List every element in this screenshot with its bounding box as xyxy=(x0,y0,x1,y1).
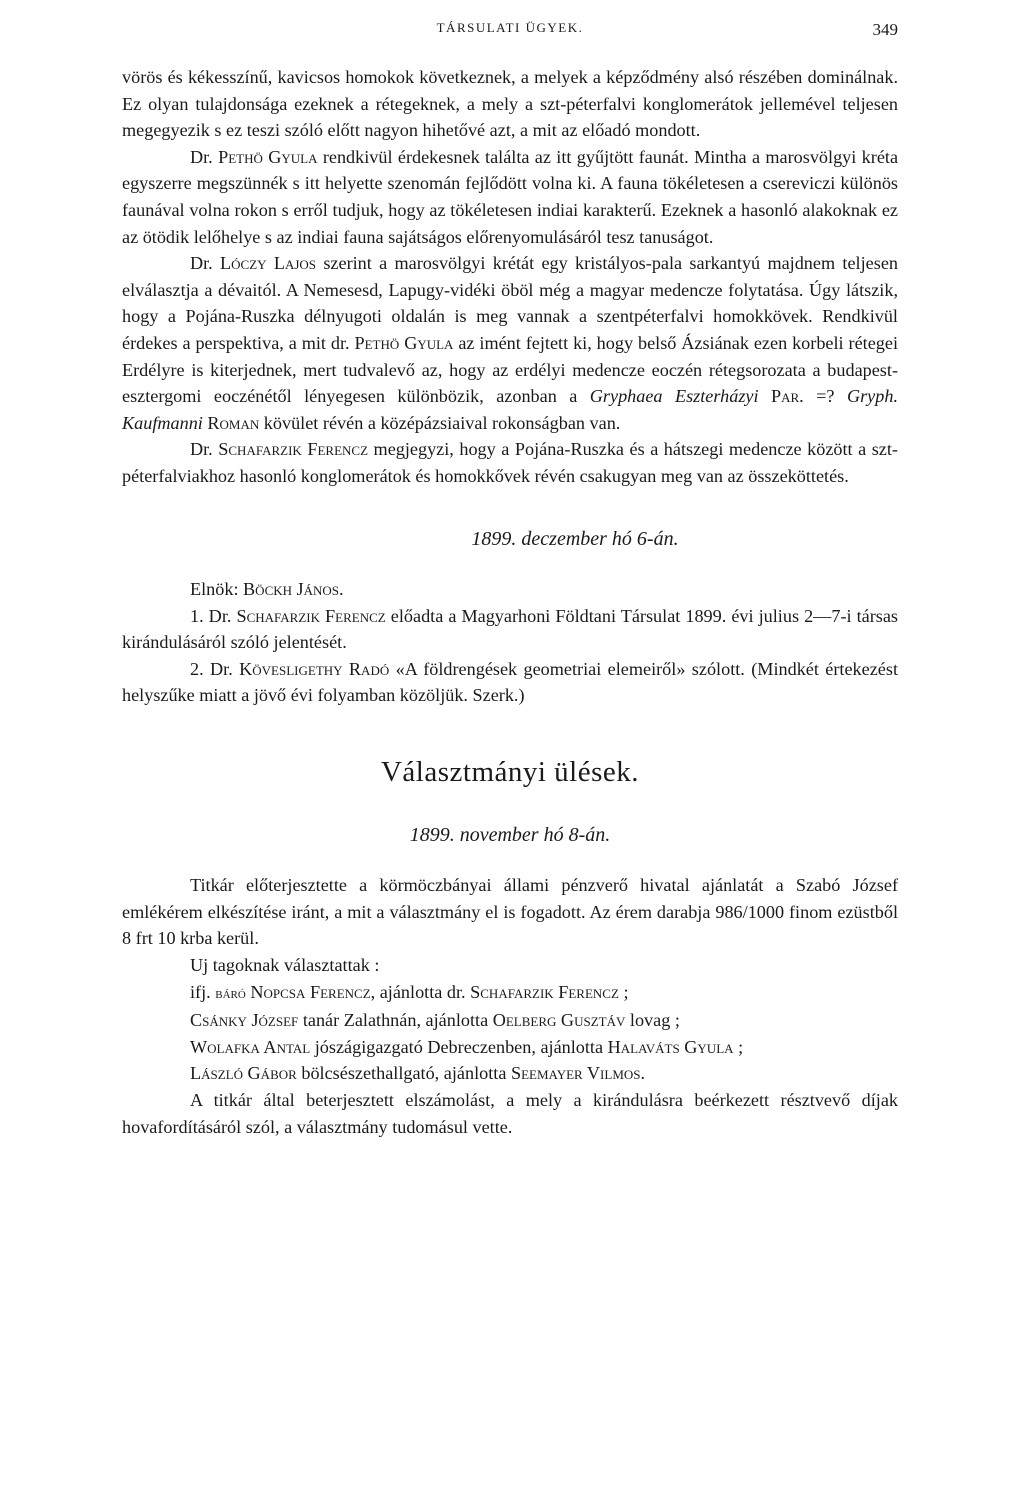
paragraph-continuation: vörös és kékesszínű, kavicsos homokok következnek, a melyek a képződmény alsó részében dominálnak. Ez olyan tulajdonsága ezeknek a rétegeknek, a mely a szt-péterfalvi konglomerátok jellemével teljesen megegyezik s ez teszi szóló előtt nagyon hihetővé azt, a mit az előadó mondott. xyxy=(122,67,898,141)
agenda-item-1: 1. Dr. Schafarzik Ferencz előadta a Magyarhoni Földtani Társulat 1899. évi julius 2—7-i társas kirándulásáról szóló jelentését. xyxy=(122,605,899,653)
meeting-date-december: 1899. deczember hó 6-án. xyxy=(471,527,679,550)
new-member-3: Wolafka Antal jószágigazgató Debreczenben, ajánlotta Halaváts Gyula ; xyxy=(190,1036,744,1057)
noble-title: báró xyxy=(215,985,246,1002)
recommender-name: Halaváts Gyula xyxy=(607,1036,734,1057)
person-name: Schafarzik Ferencz xyxy=(218,439,369,460)
paragraph-petho: Dr. Pethö Gyula rendkivül érdekesnek találta az itt gyűjtött faunát. Mintha a marosvölgyi kréta egyszerre megszünnék s itt helyette szenomán fejlődött volna ki. A fauna tökéletesen a csereviczi különös faunával volna rokon s erről tudjuk, hogy az tökéletesen indiai karakterű. Ezeknek a hasonló alakoknak ez az ötödik lelőhelye s az indiai fauna sajátságos előrenyomulásáról tesz tanuságot. xyxy=(122,146,899,247)
member-name: Csánky József xyxy=(190,1010,299,1031)
running-title: TÁRSULATI ÜGYEK. xyxy=(436,20,584,35)
recommender-name: Oelberg Gusztáv xyxy=(492,1010,626,1031)
new-member-1: ifj. báró Nopcsa Ferencz, ajánlotta dr. Schafarzik Ferencz ; xyxy=(190,981,629,1002)
member-name: Wolafka Antal xyxy=(190,1036,311,1057)
agenda-item-2: 2. Dr. Kövesligethy Radó «A földrengések geometriai elemeiről» szólott. (Mindkét értekezést helyszűke miatt a jövő évi folyamban közöljük. Szerk.) xyxy=(122,658,898,706)
paragraph-loczy: Dr. Lóczy Lajos szerint a marosvölgyi krétát egy kristályos-pala sarkantyú majdnem teljesen elválasztja a dévaitól. A Nemesesd, Lapugy-vidéki öböl még a magyar medencze folytatása. Úgy látszik, hogy a Pojána-Ruszka délnyugoti oldalán is meg vannak a szentpéterfalvi homokkövek. Rendkivül érdekes a perspektiva, a mit dr. Pethö Gyula az imént fejtett ki, hogy belső Ázsiának ezen korbeli rétegei Erdélyre is kiterjednek, mert tudvalevő az, hogy az erdélyi medencze eoczén rétegsorozata a budapest-esztergomi eoczénétől lényegesen különbözik, azonban a Gryphaea Eszterházyi Par. =? Gryph. Kaufmanni Roman kövület révén a középázsiaival rokonságban van. xyxy=(122,253,898,433)
person-name: Pethö Gyula xyxy=(354,332,454,353)
species-author: Roman xyxy=(202,412,260,433)
member-name: László Gábor xyxy=(190,1063,297,1084)
meeting-date-november: 1899. november hó 8-án. xyxy=(409,823,611,846)
new-member-4: László Gábor bölcsészethallgató, ajánlotta Seemayer Vilmos. xyxy=(190,1063,646,1084)
species-name: Gryphaea Eszterházyi xyxy=(589,386,759,407)
person-name: Kövesligethy Radó xyxy=(239,658,390,679)
section-title: Választmányi ülések. xyxy=(380,756,640,789)
running-head xyxy=(122,20,898,44)
new-members-label: Uj tagoknak választattak : xyxy=(190,955,380,976)
recommender-name: Seemayer Vilmos xyxy=(510,1063,641,1084)
chair-name: Böckh János. xyxy=(243,579,344,600)
person-name: Lóczy Lajos xyxy=(220,253,317,274)
page-body xyxy=(122,64,898,1140)
species-author: Par. xyxy=(758,386,804,407)
meeting-chair: Elnök: Böckh János. xyxy=(190,579,344,600)
species-name: Gryph. Kaufmanni xyxy=(122,386,898,433)
recommender-name: Schafarzik Ferencz xyxy=(470,981,619,1002)
person-name: Schafarzik Ferencz xyxy=(236,605,386,626)
paragraph-medal: Titkár előterjesztette a körmöczbányai állami pénzverő hivatal ajánlatát a Szabó József emlékérem elkészítése iránt, a mit a választmány el is fogadott. Az érem darabja 986/1000 finom ezüstből 8 frt 10 krba kerül. xyxy=(122,875,898,949)
member-name: Nopcsa Ferencz xyxy=(245,981,371,1002)
page xyxy=(122,20,898,1140)
paragraph-schafarzik: Dr. Schafarzik Ferencz megjegyzi, hogy a Pojána-Ruszka és a hátszegi medencze között a szt-péterfalviakhoz hasonló konglomerátok és homokkővek révén csakugyan meg van az összeköttetés. xyxy=(122,439,898,486)
person-name: Pethö Gyula xyxy=(218,146,318,167)
page-number: 349 xyxy=(872,20,898,39)
paragraph-accounts: A titkár által beterjesztett elszámolást, a mely a kirándulásra beérkezett résztvevő díjak hovafordításáról szól, a választmány tudomásul vette. xyxy=(122,1090,898,1137)
new-member-2: Csánky József tanár Zalathnán, ajánlotta Oelberg Gusztáv lovag ; xyxy=(190,1010,680,1031)
